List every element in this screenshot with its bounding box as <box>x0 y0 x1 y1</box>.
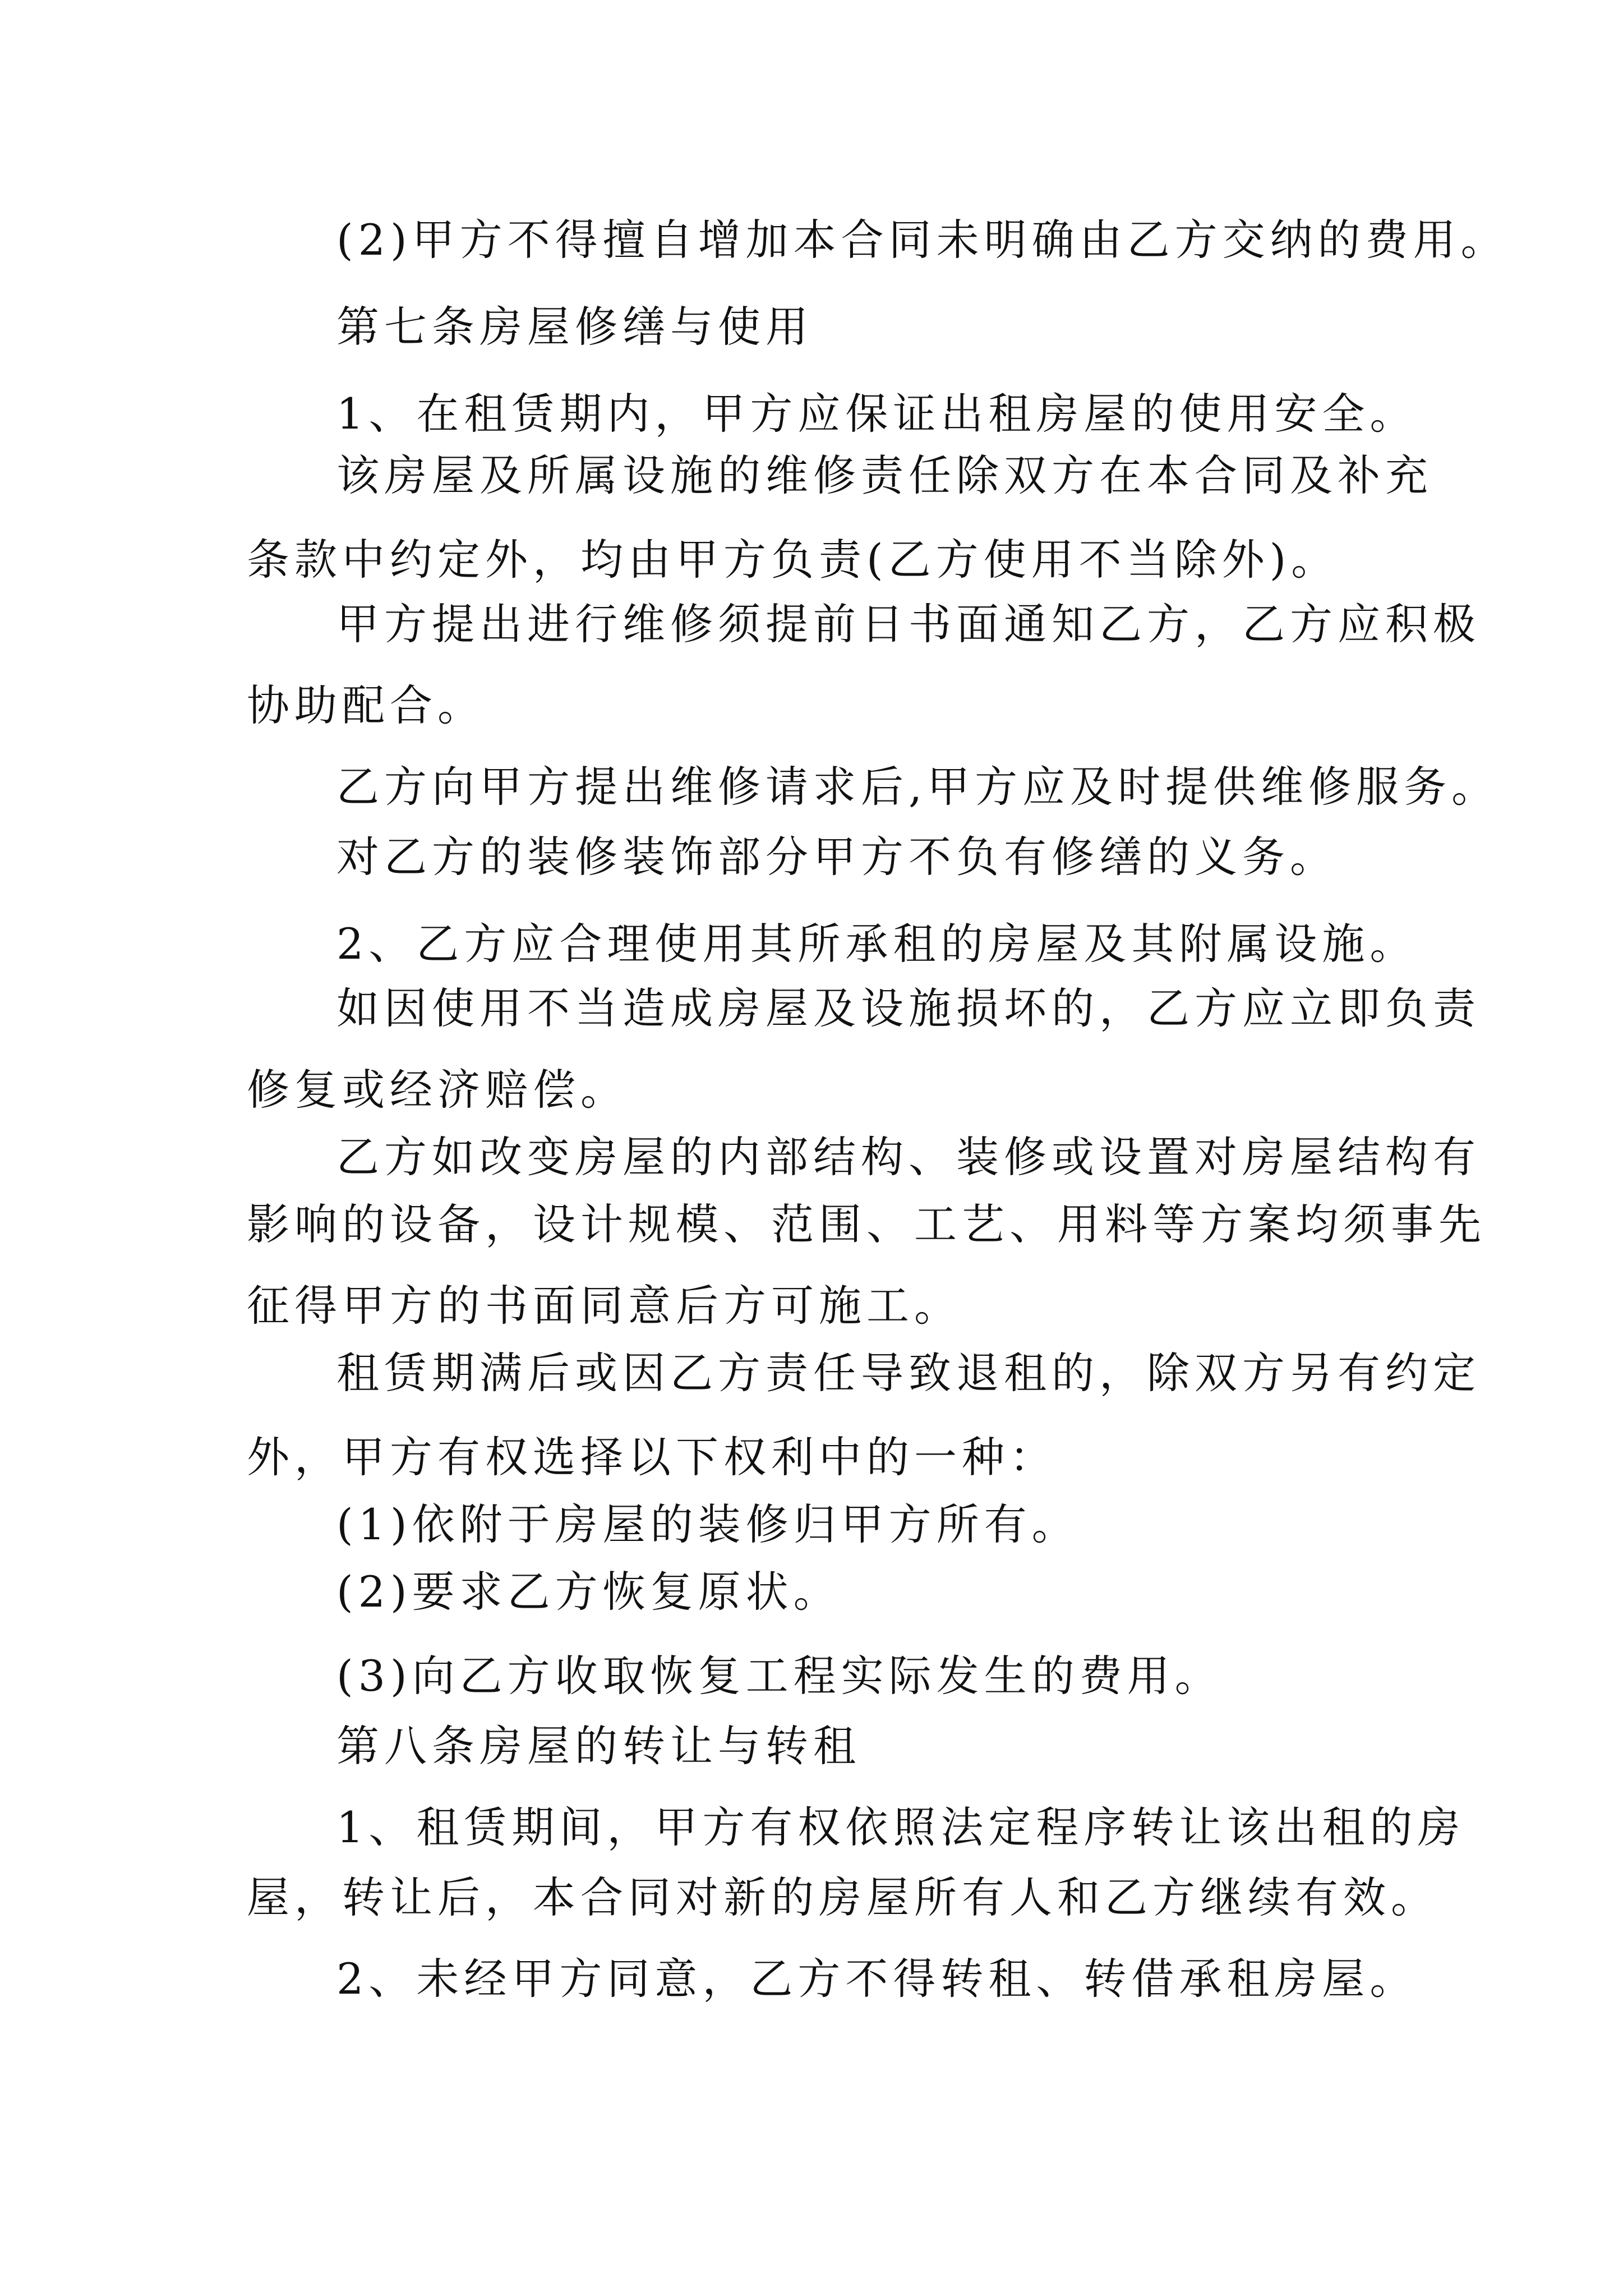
text-line: 1、在租赁期内，甲方应保证出租房屋的使用安全。 <box>336 389 1418 439</box>
text-line: 乙方向甲方提出维修请求后,甲方应及时提供维修服务。 <box>336 762 1500 812</box>
text-line: 乙方如改变房屋的内部结构、装修或设置对房屋结构有 <box>336 1132 1481 1182</box>
text-line: (1)依附于房屋的装修归甲方所有。 <box>336 1499 1080 1549</box>
text-line: 租赁期满后或因乙方责任导致退租的，除双方另有约定 <box>336 1348 1481 1398</box>
text-line: 影响的设备，设计规模、范围、工艺、用料等方案均须事先 <box>247 1199 1486 1249</box>
text-line: 如因使用不当造成房屋及设施损坏的，乙方应立即负责 <box>336 983 1481 1033</box>
text-line: 2、乙方应合理使用其所承租的房屋及其附属设施。 <box>336 919 1418 969</box>
text-line: 对乙方的装修装饰部分甲方不负有修缮的义务。 <box>336 832 1338 882</box>
section-heading: 第七条房屋修缮与使用 <box>336 302 813 352</box>
text-line: 协助配合。 <box>247 680 485 730</box>
text-line: (3)向乙方收取恢复工程实际发生的费用。 <box>336 1651 1223 1701</box>
text-line: 修复或经济赔偿。 <box>247 1065 628 1115</box>
text-line: 2、未经甲方同意，乙方不得转租、转借承租房屋。 <box>336 1954 1418 2004</box>
text-line: (2)要求乙方恢复原状。 <box>336 1567 841 1617</box>
text-line: 外，甲方有权选择以下权利中的一种： <box>247 1432 1057 1482</box>
text-line: 征得甲方的书面同意后方可施工。 <box>247 1281 962 1331</box>
section-heading: 第八条房屋的转让与转租 <box>336 1721 861 1771</box>
text-line: 屋，转让后，本合同对新的房屋所有人和乙方继续有效。 <box>247 1872 1438 1922</box>
text-line: 该房屋及所属设施的维修责任除双方在本合同及补充 <box>336 450 1433 500</box>
text-line: (2)甲方不得擅自增加本合同未明确由乙方交纳的费用。 <box>336 215 1509 265</box>
text-line: 甲方提出进行维修须提前日书面通知乙方，乙方应积极 <box>336 599 1481 649</box>
text-line: 条款中约定外，均由甲方负责(乙方使用不当除外)。 <box>247 535 1339 585</box>
text-line: 1、租赁期间，甲方有权依照法定程序转让该出租的房 <box>336 1802 1465 1852</box>
